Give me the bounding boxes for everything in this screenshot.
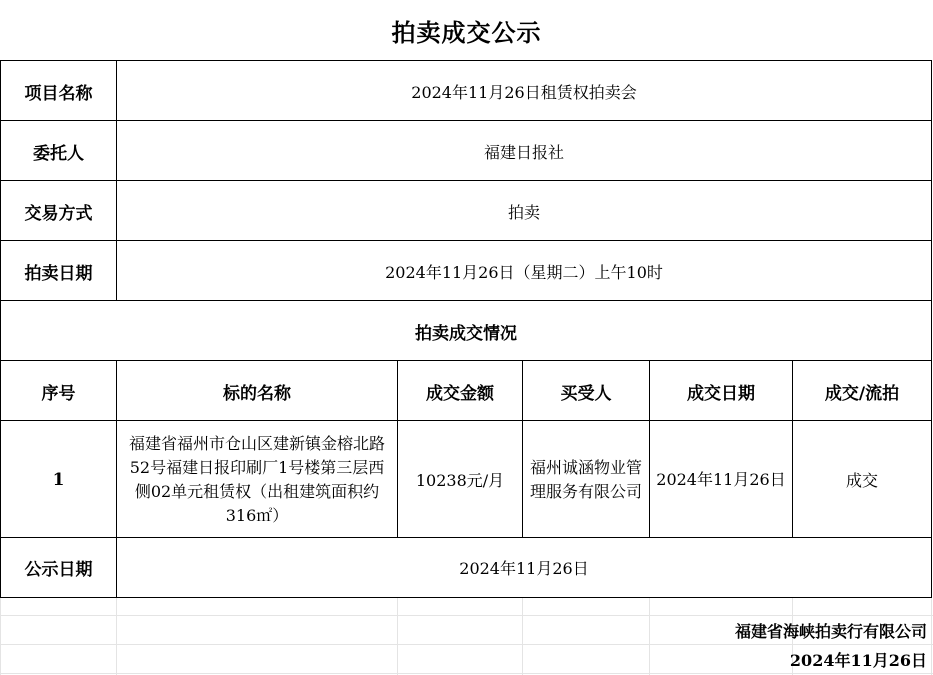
client-label: 委托人 <box>0 120 117 181</box>
row-deal-date: 2024年11月26日 <box>650 420 793 538</box>
auction-date-label: 拍卖日期 <box>0 240 117 301</box>
footer-company: 福建省海峡拍卖行有限公司 <box>734 622 927 641</box>
method-label: 交易方式 <box>0 180 117 241</box>
row-buyer: 福州诚涵物业管理服务有限公司 <box>523 420 650 538</box>
header-amount: 成交金额 <box>398 360 523 421</box>
grid-line <box>0 644 933 645</box>
page-title: 拍卖成交公示 <box>0 0 933 60</box>
header-buyer: 买受人 <box>523 360 650 421</box>
grid-line <box>0 615 933 616</box>
auction-date-value: 2024年11月26日（星期二）上午10时 <box>117 240 932 301</box>
row-result: 成交 <box>793 420 932 538</box>
section-title: 拍卖成交情况 <box>0 300 932 361</box>
header-item-name: 标的名称 <box>117 360 398 421</box>
header-deal-date: 成交日期 <box>650 360 793 421</box>
row-item-name: 福建省福州市仓山区建新镇金榕北路52号福建日报印刷厂1号楼第三层西侧02单元租赁权（出租建筑面积约316㎡） <box>117 420 398 538</box>
row-amount: 10238元/月 <box>398 420 523 538</box>
row-index: 1 <box>0 420 117 538</box>
header-index: 序号 <box>0 360 117 421</box>
publish-date-label: 公示日期 <box>0 537 117 598</box>
method-value: 拍卖 <box>117 180 932 241</box>
publish-date-value: 2024年11月26日 <box>117 537 932 598</box>
footer-date: 2024年11月26日 <box>789 651 927 670</box>
project-label: 项目名称 <box>0 60 117 121</box>
project-value: 2024年11月26日租赁权拍卖会 <box>117 60 932 121</box>
client-value: 福建日报社 <box>117 120 932 181</box>
header-result: 成交/流拍 <box>793 360 932 421</box>
grid-line <box>0 673 933 674</box>
